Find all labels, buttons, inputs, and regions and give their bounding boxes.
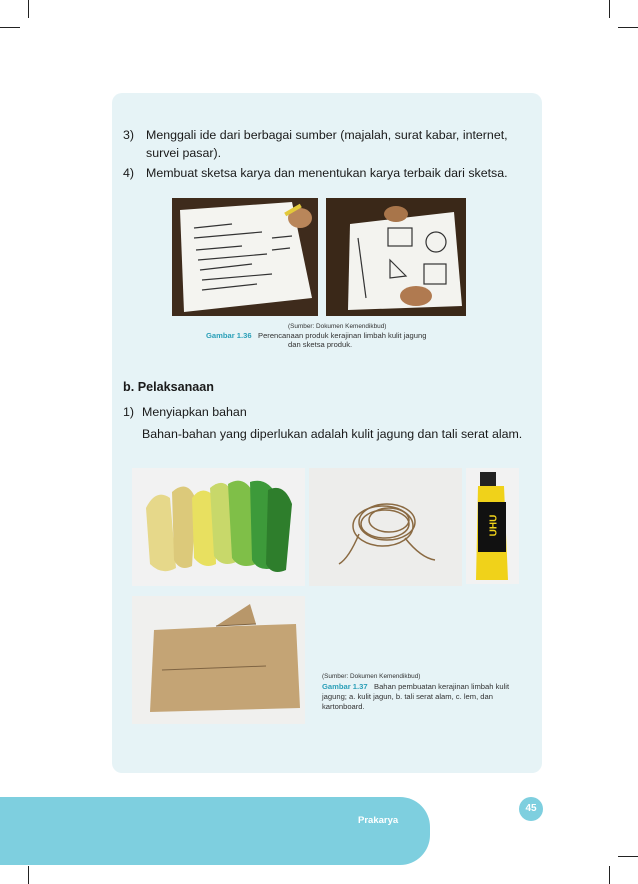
corn-husk-photo <box>132 468 305 586</box>
crop-mark <box>609 0 610 18</box>
figure-caption: jagung; a. kulit jagun, b. tali serat alam, c. lem, dan <box>322 692 493 701</box>
figure-label: Gambar 1.37 <box>322 682 368 691</box>
figure-source: (Sumber: Dokumen Kemendikbud) <box>288 323 387 330</box>
list-number: 4) <box>123 166 135 180</box>
product-sketch-photo <box>326 198 466 316</box>
figure-caption: Perencanaan produk kerajinan limbah kulit jagung <box>258 331 427 340</box>
crop-mark <box>0 27 20 28</box>
glue-photo <box>466 468 519 584</box>
footer-title: Prakarya <box>358 815 399 826</box>
list-title: Menyiapkan bahan <box>142 405 247 419</box>
section-heading: b. Pelaksanaan <box>123 380 215 394</box>
page-number: 45 <box>519 797 543 821</box>
planning-sheet-illustration <box>172 198 318 316</box>
list-text: Menggali ide dari berbagai sumber (majalah, surat kabar, internet, <box>146 128 508 142</box>
crop-mark <box>609 866 610 884</box>
planning-sheet-photo <box>172 198 318 316</box>
figure-label: Gambar 1.36 <box>206 331 252 340</box>
cardboard-photo <box>132 596 305 724</box>
corn-husk-illustration <box>132 468 305 586</box>
list-text: survei pasar). <box>146 146 222 160</box>
crop-mark <box>618 27 638 28</box>
figure-caption: kartonboard. <box>322 702 365 711</box>
cardboard-illustration <box>132 596 305 724</box>
list-number: 3) <box>123 128 135 142</box>
fiber-rope-photo <box>309 468 462 586</box>
crop-mark <box>28 866 29 884</box>
product-sketch-illustration <box>326 198 466 316</box>
glue-brand-label: UHU <box>488 514 500 537</box>
footer-bar <box>0 797 430 865</box>
figure-source: (Sumber: Dokumen Kemendikbud) <box>322 673 421 680</box>
figure-caption: dan sketsa produk. <box>288 340 353 349</box>
fiber-rope-illustration <box>309 468 462 586</box>
list-text: Membuat sketsa karya dan menentukan karya terbaik dari sketsa. <box>146 166 508 180</box>
crop-mark <box>618 856 638 857</box>
list-number: 1) <box>123 405 135 419</box>
body-text: Bahan-bahan yang diperlukan adalah kulit jagung dan tali serat alam. <box>142 427 523 441</box>
figure-caption: Bahan pembuatan kerajinan limbah kulit <box>374 682 510 691</box>
crop-mark <box>28 0 29 18</box>
